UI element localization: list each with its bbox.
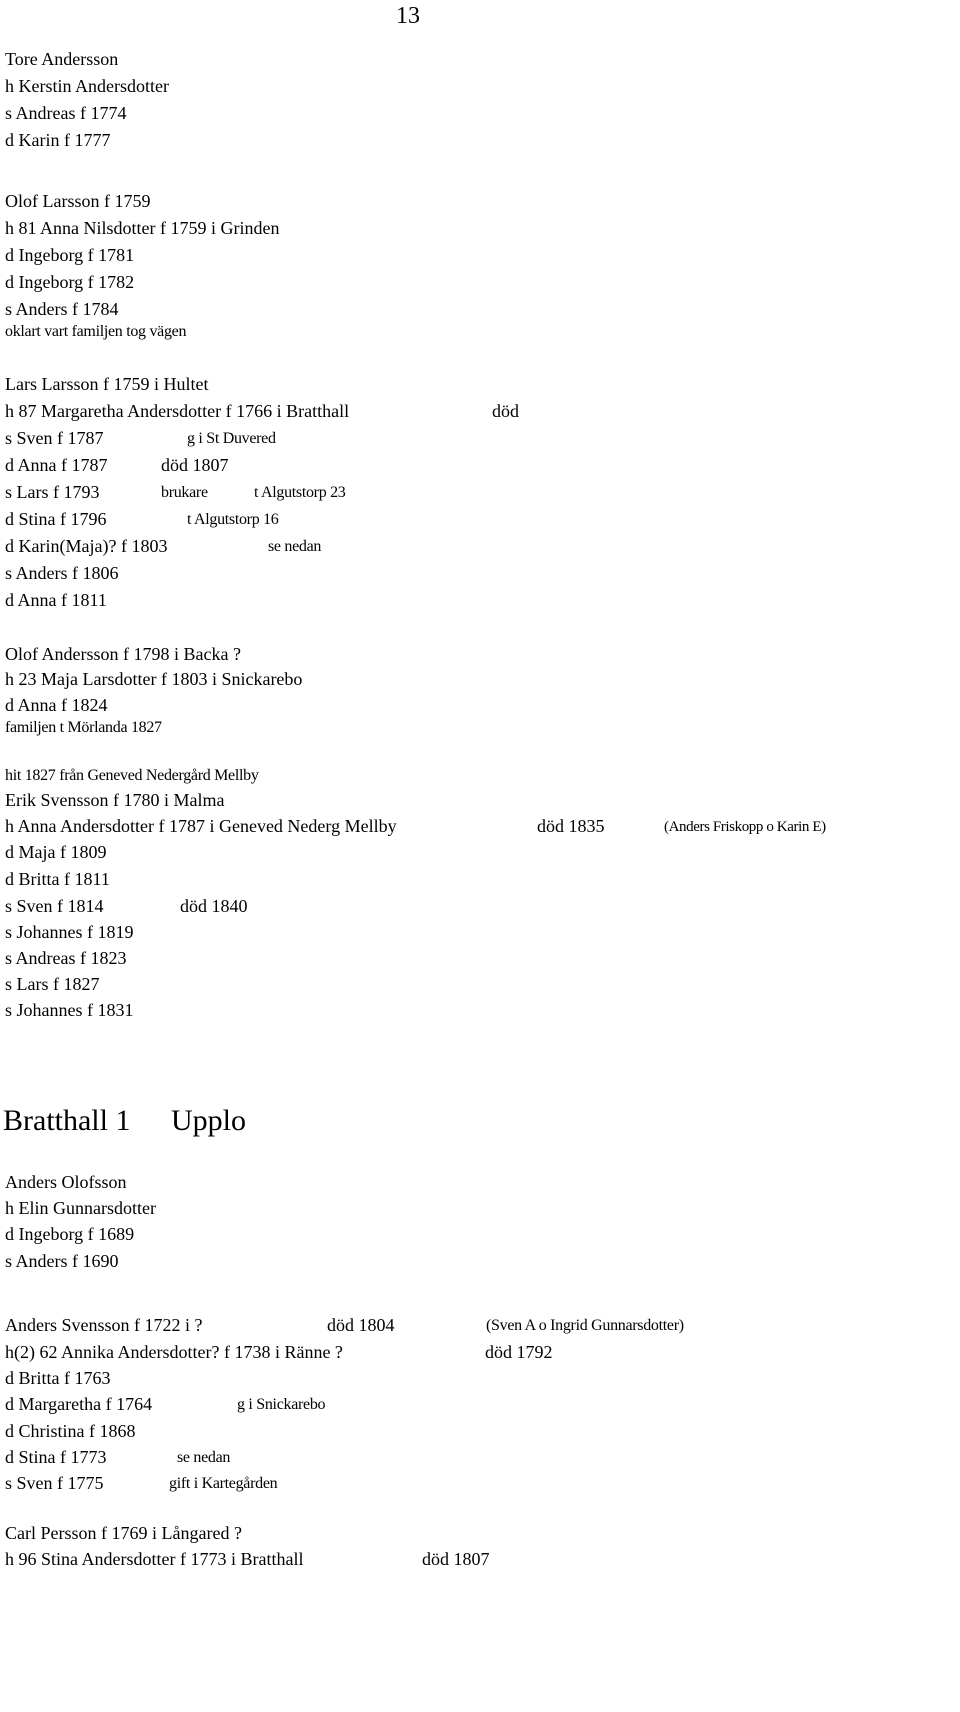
child-note: t Algutstorp 23 <box>254 484 346 501</box>
child-note: g i Snickarebo <box>237 1396 326 1413</box>
family-wife: h(2) 62 Annika Andersdotter? f 1738 i Ränne ? <box>5 1342 343 1362</box>
section-subtitle: Upplo <box>171 1104 246 1137</box>
child-line: d Christina f 1868 <box>5 1421 136 1441</box>
wife-death: död 1807 <box>422 1549 490 1569</box>
family-head: Carl Persson f 1769 i Långared ? <box>5 1523 242 1543</box>
wife-parents: (Anders Friskopp o Karin E) <box>664 819 826 835</box>
page-number: 13 <box>396 3 420 29</box>
child-note: se nedan <box>268 538 322 555</box>
child-line: s Andreas f 1823 <box>5 948 127 968</box>
head-death: död 1804 <box>327 1315 395 1335</box>
family-line: h Kerstin Andersdotter <box>5 76 169 96</box>
family-line: Anders Olofsson <box>5 1172 127 1192</box>
child-line: s Lars f 1793 <box>5 482 100 502</box>
child-line: d Anna f 1811 <box>5 590 107 610</box>
family-line: h 81 Anna Nilsdotter f 1759 i Grinden <box>5 218 280 238</box>
family-note: oklart vart familjen tog vägen <box>5 323 187 340</box>
child-line: d Margaretha f 1764 <box>5 1394 153 1414</box>
child-line: d Karin(Maja)? f 1803 <box>5 536 168 556</box>
child-line: d Britta f 1763 <box>5 1368 111 1388</box>
family-wife: h Anna Andersdotter f 1787 i Geneved Nederg Mellby <box>5 816 397 836</box>
family-head: Lars Larsson f 1759 i Hultet <box>5 374 209 394</box>
child-line: s Johannes f 1819 <box>5 922 134 942</box>
child-line: d Maja f 1809 <box>5 842 107 862</box>
child-note: död 1807 <box>161 455 229 475</box>
family-line: d Karin f 1777 <box>5 130 111 150</box>
family-line: h Elin Gunnarsdotter <box>5 1198 156 1218</box>
child-note: t Algutstorp 16 <box>187 511 279 528</box>
child-line: s Sven f 1814 <box>5 896 104 916</box>
family-line: d Ingeborg f 1782 <box>5 272 135 292</box>
family-line: s Andreas f 1774 <box>5 103 127 123</box>
child-note: död 1840 <box>180 896 248 916</box>
family-wife: h 87 Margaretha Andersdotter f 1766 i Bratthall <box>5 401 350 421</box>
child-note: g i St Duvered <box>187 430 276 447</box>
child-line: d Britta f 1811 <box>5 869 110 889</box>
section-title: Bratthall 1 <box>3 1104 131 1137</box>
child-note: se nedan <box>177 1449 231 1466</box>
family-line: Olof Andersson f 1798 i Backa ? <box>5 644 241 664</box>
child-line: s Sven f 1775 <box>5 1473 104 1493</box>
family-line: Olof Larsson f 1759 <box>5 191 151 211</box>
wife-note: död <box>492 401 519 421</box>
family-line: Tore Andersson <box>5 49 119 69</box>
family-wife: h 96 Stina Andersdotter f 1773 i Bratthall <box>5 1549 304 1569</box>
family-head: Erik Svensson f 1780 i Malma <box>5 790 225 810</box>
child-line: s Anders f 1806 <box>5 563 119 583</box>
family-line: d Ingeborg f 1689 <box>5 1224 135 1244</box>
family-line: d Ingeborg f 1781 <box>5 245 135 265</box>
child-line: s Johannes f 1831 <box>5 1000 134 1020</box>
family-line: d Anna f 1824 <box>5 695 108 715</box>
child-line: d Stina f 1796 <box>5 509 107 529</box>
child-line: s Lars f 1827 <box>5 974 100 994</box>
family-line: s Anders f 1690 <box>5 1251 119 1271</box>
family-intro: hit 1827 från Geneved Nedergård Mellby <box>5 767 259 784</box>
family-line: h 23 Maja Larsdotter f 1803 i Snickarebo <box>5 669 303 689</box>
child-note: gift i Kartegården <box>169 1475 278 1492</box>
family-line: s Anders f 1784 <box>5 299 119 319</box>
head-parents: (Sven A o Ingrid Gunnarsdotter) <box>486 1317 684 1334</box>
child-line: d Stina f 1773 <box>5 1447 107 1467</box>
child-line: d Anna f 1787 <box>5 455 108 475</box>
family-note: familjen t Mörlanda 1827 <box>5 719 162 736</box>
child-note: brukare <box>161 484 208 501</box>
family-head: Anders Svensson f 1722 i ? <box>5 1315 203 1335</box>
wife-death: död 1835 <box>537 816 605 836</box>
wife-death: död 1792 <box>485 1342 553 1362</box>
child-line: s Sven f 1787 <box>5 428 104 448</box>
